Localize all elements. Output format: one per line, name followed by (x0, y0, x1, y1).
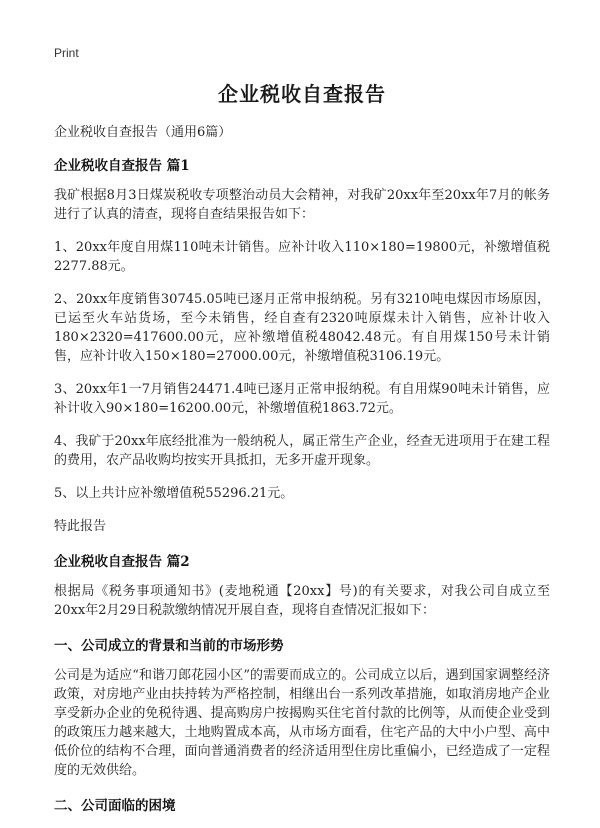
page-title: 企业税收自查报告 (218, 82, 386, 106)
article1-closing: 特此报告 (54, 519, 107, 534)
article2-section1-text: 公司是为适应“和谐刀郎花园小区”的需要而成立的。公司成立以后，遇到国家调整经济政策，对房地产业由扶持转为严格控制，相继出台一系列改革措施，如取消房地产企业享受新办企业的免税待遇、提高购房户按揭购买住宅首付款的比例等，从而使企业受到的政策压力越来越大，土地购置成本高，从市场方面看，住宅产品的大中小户型、高中低价位的结构不合理，面向普通消费者的经济适用型住房比重偏小，已经造成了一定程度的无效供给。 (54, 668, 550, 778)
article1-paragraph: 3、20xx年1一7月销售24471.4吨已逐月正常申报纳税。有自用煤90吨未计销售，应补计收入90×180=16200.00元，补缴增值税1863.72元。 (54, 382, 550, 416)
print-link[interactable]: Print (54, 46, 79, 60)
article1-heading: 企业税收自查报告 篇1 (54, 158, 190, 174)
article1-paragraph: 我矿根据8月3日煤炭税收专项整治动员大会精神，对我矿20xx年至20xx年7月的帐务进行了认真的清查，现将自查结果报告如下： (54, 188, 550, 222)
document-subtitle: 企业税收自查报告（通用6篇） (54, 125, 232, 140)
article1-paragraph: 4、我矿于20xx年底经批准为一般纳税人，属正常生产企业，经查无进项用于在建工程的费用，农产品收购均按实开具抵扣，无多开虚开现象。 (54, 434, 550, 468)
article1-paragraph: 1、20xx年度自用煤110吨未计销售。应补计收入110×180=19800元，补缴增值税2277.88元。 (54, 240, 550, 274)
article2-section2-heading: 二、公司面临的困境 (54, 798, 176, 814)
article2-intro: 根据局《税务事项通知书》(麦地税通【20xx】号)的有关要求，对我公司自成立至20xx年2月29日税款缴纳情况开展自查，现将自查情况汇报如下： (54, 584, 550, 618)
article2-section1-heading: 一、公司成立的背景和当前的市场形势 (54, 638, 284, 654)
article1-paragraph: 5、以上共计应补缴增值税55296.21元。 (54, 486, 294, 501)
article2-heading: 企业税收自查报告 篇2 (54, 554, 190, 570)
document-body (54, 78, 550, 826)
article1-paragraph: 2、20xx年度销售30745.05吨已逐月正常申报纳税。另有3210吨电煤因市场原因，已运至火车站货场，至今未销售，经自查有2320吨原煤未计入销售，应补计收入180×2320=417600.00元，应补缴增值税48042.48元。有自用煤150号未计销售，应补计收入150×180=27000.00元，补缴增值税3106.19元。 (54, 292, 550, 364)
